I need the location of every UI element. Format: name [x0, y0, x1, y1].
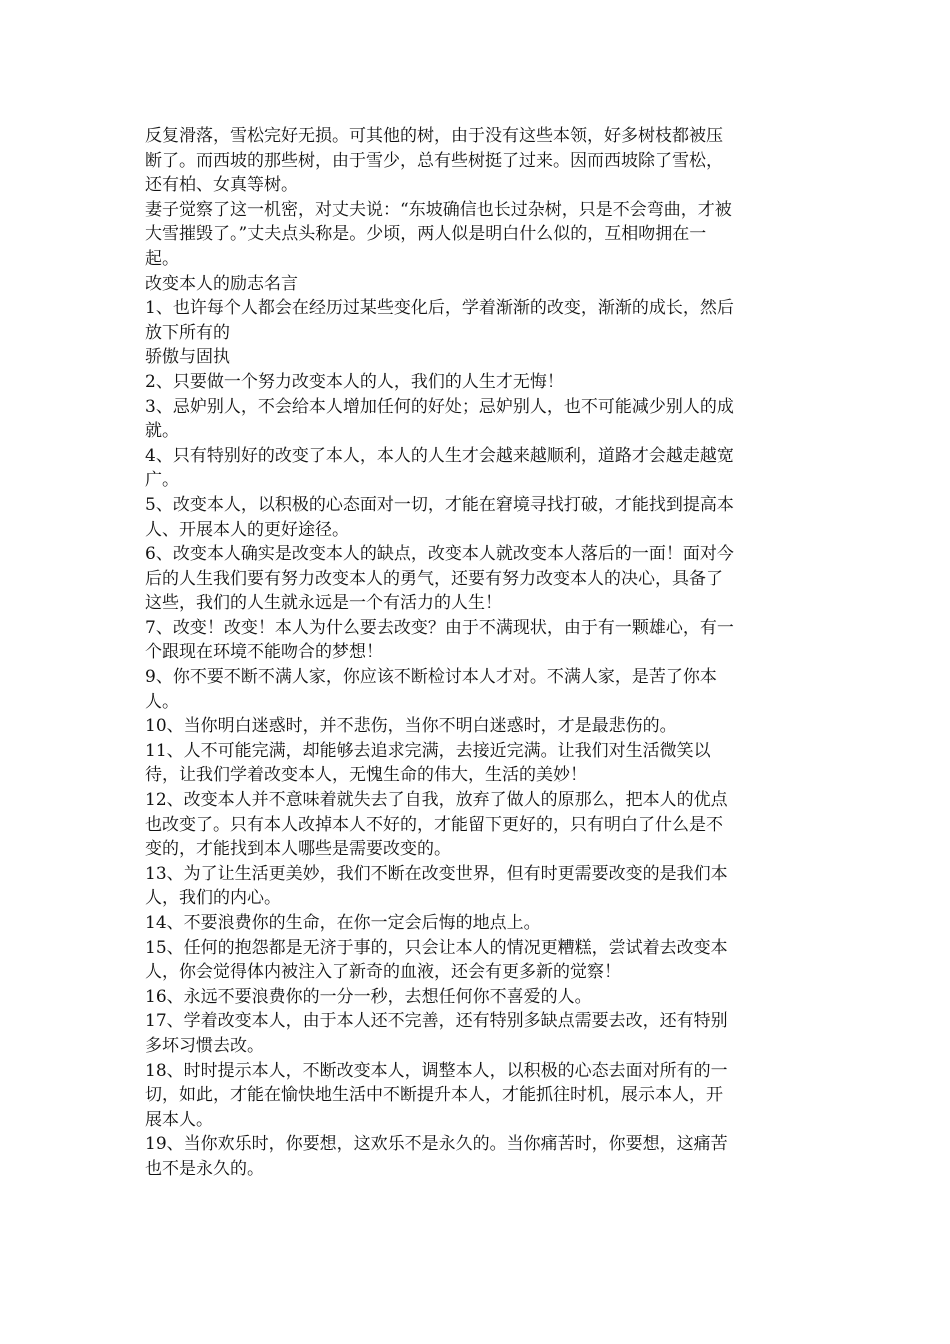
quote-item: 13、为了让生活更美妙，我们不断在改变世界，但有时更需要改变的是我们本 人，我们的内心。	[145, 863, 728, 909]
quote-item: 16、永远不要浪费你的一分一秒，去想任何你不喜爱的人。	[145, 986, 592, 1007]
quote-item: 3、忌妒别人，不会给本人增加任何的好处；忌妒别人，也不可能减少别人的成 就。	[145, 396, 734, 442]
quote-item: 9、你不要不断不满人家，你应该不断检讨本人才对。不满人家，是苦了你本 人。	[145, 667, 717, 712]
quote-item: 15、任何的抱怨都是无济于事的，只会让本人的情况更糟糕，尝试着去改变本 人，你会觉得体内被注入了新奇的血液，还会有更多新的觉察！	[145, 937, 728, 983]
quote-item: 2、只要做一个努力改变本人的人，我们的人生才无悔！	[145, 371, 564, 392]
quote-item: 19、当你欢乐时，你要想，这欢乐不是永久的。当你痛苦时，你要想，这痛苦 也不是永久的。	[145, 1134, 728, 1179]
section-heading: 改变本人的励志名言	[145, 273, 298, 294]
quote-item: 18、时时提示本人，不断改变本人，调整本人，以积极的心态去面对所有的一 切，如此，才能在愉快地生活中不断提升本人，才能抓往时机，展示本人，开 展本人。	[145, 1060, 728, 1130]
story-paragraph-2: 妻子觉察了这一机密，对丈夫说：“东坡确信也长过杂树，只是不会弯曲，才被 大雪摧毁了。”丈夫点头称是。少顷，两人似是明白什么似的，互相吻拥在一 起。	[145, 199, 732, 269]
quote-item: 11、人不可能完满，却能够去追求完满，去接近完满。让我们对生活微笑以 待，让我们学着改变本人，无愧生命的伟大，生活的美妙！	[145, 740, 711, 786]
quote-item: 7、改变！改变！本人为什么要去改变？由于不满现状，由于有一颗雄心，有一 个跟现在环境不能吻合的梦想！	[145, 617, 734, 663]
quote-item: 14、不要浪费你的生命，在你一定会后悔的地点上。	[145, 913, 541, 933]
quote-item: 6、改变本人确实是改变本人的缺点，改变本人就改变本人落后的一面！面对今 后的人生我们要有努力改变本人的勇气，还要有努力改变本人的决心，具备了 这些，我们的人生就永远是一个有活力的人生！	[145, 544, 734, 614]
story-paragraph-1: 反复滑落，雪松完好无损。可其他的树，由于没有这些本领，好多树枝都被压 断了。而西坡的那些树，由于雪少，总有些树挺了过来。因而西坡除了雪松， 还有柏、女真等树。	[145, 126, 723, 196]
quote-item: 5、改变本人，以积极的心态面对一切，才能在窘境寻找打破，才能找到提高本 人、开展本人的更好途径。	[145, 494, 734, 540]
quote-item: 4、只有特别好的改变了本人，本人的人生才会越来越顺利，道路才会越走越宽 广。	[145, 445, 734, 491]
quote-item: 12、改变本人并不意味着就失去了自我，放弃了做人的原那么，把本人的优点 也改变了。只有本人改掉本人不好的，才能留下更好的，只有明白了什么是不 变的，才能找到本人哪些是需要改变的。	[145, 790, 728, 860]
quote-item: 10、当你明白迷惑时，并不悲伤，当你不明白迷惑时，才是最悲伤的。	[145, 716, 677, 737]
quote-item: 1、也许每个人都会在经历过某些变化后，学着渐渐的改变，渐渐的成长，然后 放下所有的	[145, 298, 734, 343]
quote-item: 17、学着改变本人，由于本人还不完善，还有特别多缺点需要去改，还有特别 多坏习惯去改。	[145, 1011, 728, 1056]
document-body	[145, 124, 805, 1182]
quote-item-continuation: 骄傲与固执	[145, 347, 230, 368]
